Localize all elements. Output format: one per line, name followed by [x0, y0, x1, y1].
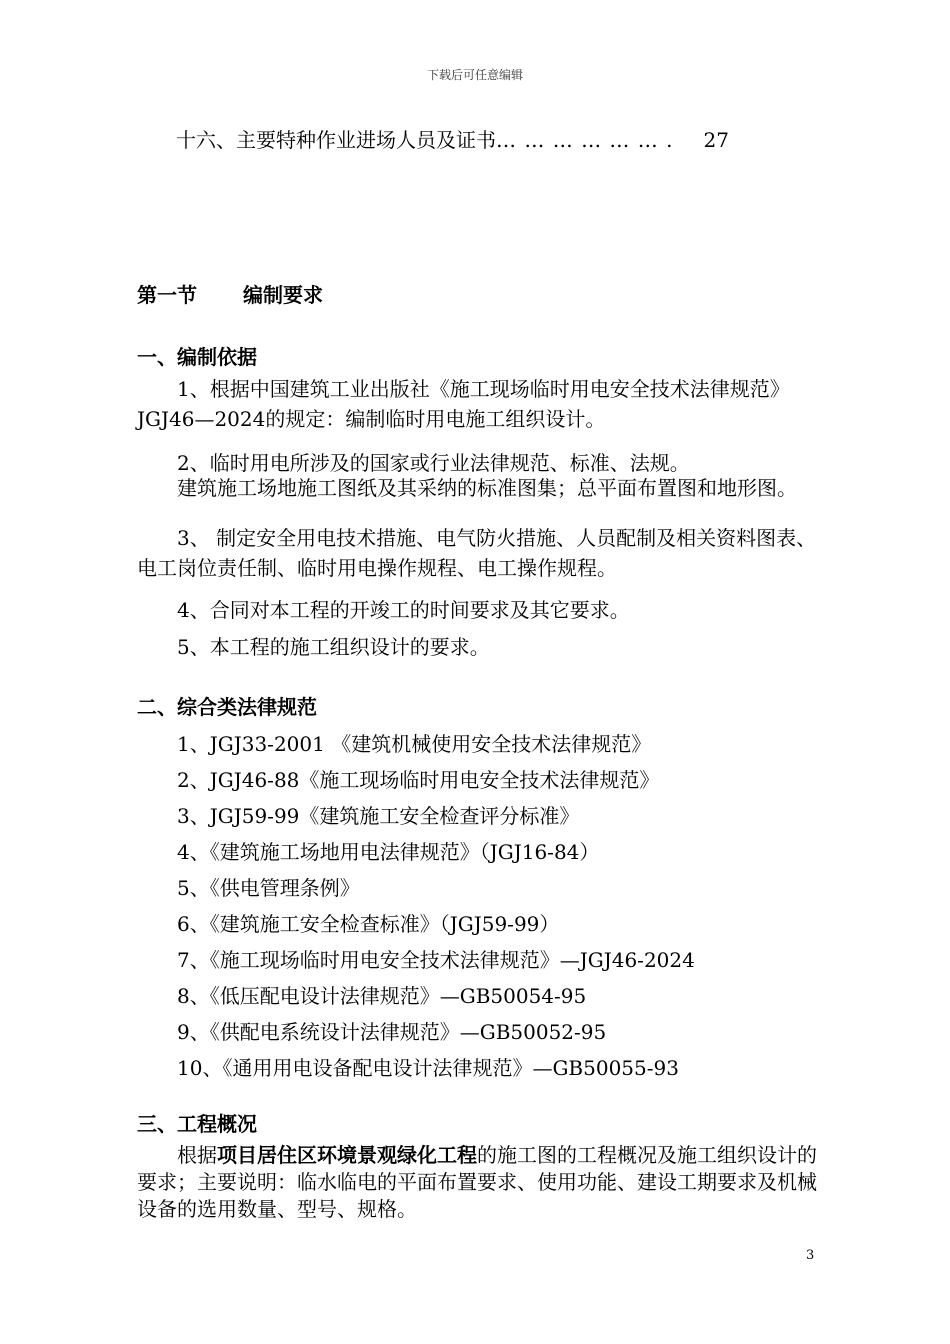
list-item: 3、JGJ59-99《建筑施工安全检查评分标准》: [177, 804, 580, 828]
list-item: 2、JGJ46-88《施工现场临时用电安全技术法律规范》: [177, 768, 660, 792]
list-item: 10、《通用用电设备配电设计法律规范》—GB50055-93: [177, 1056, 679, 1080]
heading-overview: 三、工程概况: [137, 1112, 257, 1136]
section-number: 第一节: [137, 283, 197, 307]
page-number: 3: [806, 1248, 815, 1263]
toc-entry-page: 27: [703, 128, 729, 152]
toc-entry-title: 十六、主要特种作业进场人员及证书: [176, 128, 496, 152]
list-item: 7、《施工现场临时用电安全技术法律规范》—JGJ46-2024: [177, 948, 695, 972]
basis-paragraph-5: 5、本工程的施工组织设计的要求。: [177, 635, 490, 659]
basis-paragraph-3: 3、 制定安全用电技术措施、电气防火措施、人员配制及相关资料图表、电工岗位责任制、临时用电操作规程、电工操作规程。: [137, 526, 817, 580]
overview-paragraph: [137, 1142, 817, 1223]
list-item: 9、《供配电系统设计法律规范》—GB50052-95: [177, 1020, 607, 1044]
list-item: 1、JGJ33-2001 《建筑机械使用安全技术法律规范》: [177, 732, 652, 756]
section-title: 编制要求: [243, 283, 323, 307]
heading-basis: 一、编制依据: [137, 345, 257, 369]
list-item: 6、《建筑施工安全检查标准》（JGJ59-99）: [177, 912, 560, 936]
list-item: 5、《供电管理条例》: [177, 876, 360, 900]
toc-entry[interactable]: [176, 124, 729, 153]
list-item: 8、《低压配电设计法律规范》—GB50054-95: [177, 984, 587, 1008]
basis-paragraph-1: 1、根据中国建筑工业出版社《施工现场临时用电安全技术法律规范》JGJ46—2024的规定：编制临时用电施工组织设计。: [137, 377, 790, 431]
basis-paragraph-2b: 建筑施工场地施工图纸及其采纳的标准图集；总平面布置图和地形图。: [177, 476, 797, 500]
list-item: 4、《建筑施工场地用电法律规范》（JGJ16-84）: [177, 840, 600, 864]
basis-paragraph-4: 4、合同对本工程的开竣工的时间要求及其它要求。: [177, 598, 630, 622]
project-name: 项目居住区环境景观绿化工程: [217, 1143, 477, 1167]
overview-body: 的施工图的工程概况及施工组织设计的要求；主要说明：临水临电的平面布置要求、使用功能、建设工期要求及机械设备的选用数量、型号、规格。: [137, 1143, 817, 1221]
basis-paragraph-2: 2、临时用电所涉及的国家或行业法律规范、标准、法规。: [177, 451, 690, 475]
section-heading: [137, 279, 323, 308]
download-note: 下载后可任意编辑: [426, 68, 523, 82]
overview-prefix: 根据: [177, 1143, 217, 1167]
toc-entry-dots: … … … … … … .: [496, 128, 674, 152]
heading-regulations: 二、综合类法律规范: [137, 695, 317, 719]
